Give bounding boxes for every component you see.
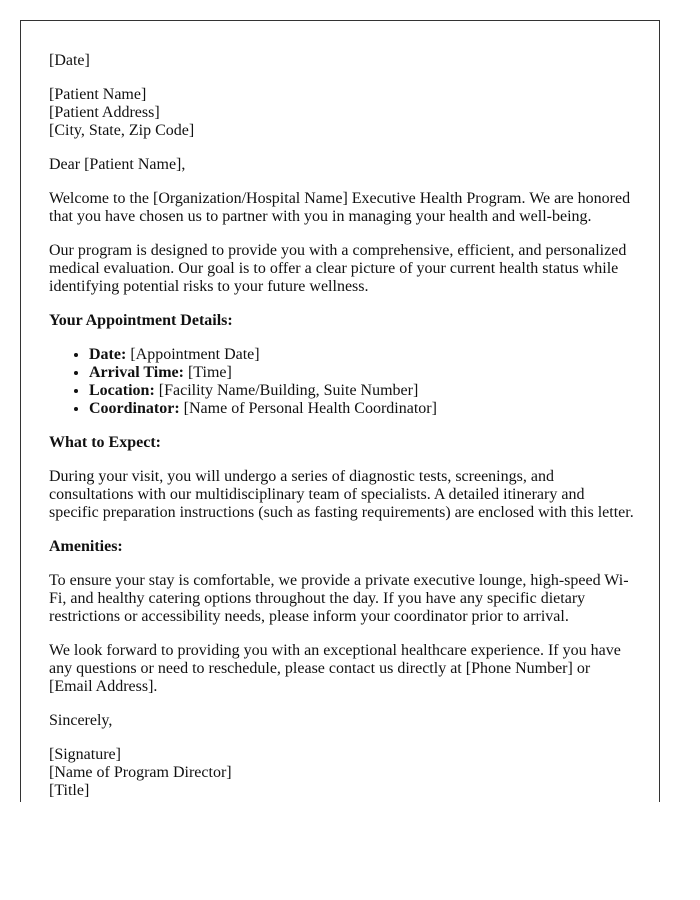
appointment-item-date (89, 346, 635, 364)
signature-block (49, 746, 635, 800)
letter-date: [Date] (49, 52, 90, 69)
signoff: Sincerely, (49, 712, 113, 729)
amenities-paragraph: To ensure your stay is comfortable, we provide a private executive lounge, high-speed Wi-Fi, and healthy catering options throughout the day. If you have any specific dietary restrictions or accessibility needs, please inform your coordinator prior to arrival. (49, 572, 629, 625)
program-paragraph: Our program is designed to provide you with a comprehensive, efficient, and personalized medical evaluation. Our goal is to offer a clear picture of your current health status while identifying potential risks to your future wellness. (49, 242, 627, 295)
letter-body (49, 52, 635, 802)
item-label: Arrival Time: (89, 364, 184, 381)
expect-heading: What to Expect: (49, 434, 161, 451)
recipient-address (49, 86, 635, 140)
appointment-list (49, 346, 635, 418)
intro-paragraph: Welcome to the [Organization/Hospital Name] Executive Health Program. We are honored that you have chosen us to partner with you in managing your health and well-being. (49, 190, 631, 225)
closing-paragraph: We look forward to providing you with an exceptional healthcare experience. If you have any questions or need to reschedule, please contact us directly at [Phone Number] or [Email Address]. (49, 642, 621, 695)
item-label: Coordinator: (89, 400, 180, 417)
appointment-item-coordinator (89, 400, 635, 418)
item-value: [Facility Name/Building, Suite Number] (154, 382, 419, 399)
recipient-name: [Patient Name] (49, 86, 147, 103)
appointment-item-location (89, 382, 635, 400)
item-label: Location: (89, 382, 155, 399)
director-title: [Title] (49, 782, 90, 799)
recipient-street: [Patient Address] (49, 104, 160, 121)
signature: [Signature] (49, 746, 121, 763)
letter-page (20, 20, 660, 802)
item-value: [Appointment Date] (126, 346, 260, 363)
director-name: [Name of Program Director] (49, 764, 232, 781)
item-label: Date: (89, 346, 127, 363)
recipient-city: [City, State, Zip Code] (49, 122, 195, 139)
salutation: Dear [Patient Name], (49, 156, 186, 173)
appointment-item-arrival (89, 364, 635, 382)
appointment-heading: Your Appointment Details: (49, 312, 233, 329)
amenities-heading: Amenities: (49, 538, 123, 555)
expect-paragraph: During your visit, you will undergo a series of diagnostic tests, screenings, and consultations with our multidisciplinary team of specialists. A detailed itinerary and specific preparation instructions (such as fasting requirements) are enclosed with this letter. (49, 468, 634, 521)
item-value: [Name of Personal Health Coordinator] (179, 400, 437, 417)
item-value: [Time] (183, 364, 232, 381)
